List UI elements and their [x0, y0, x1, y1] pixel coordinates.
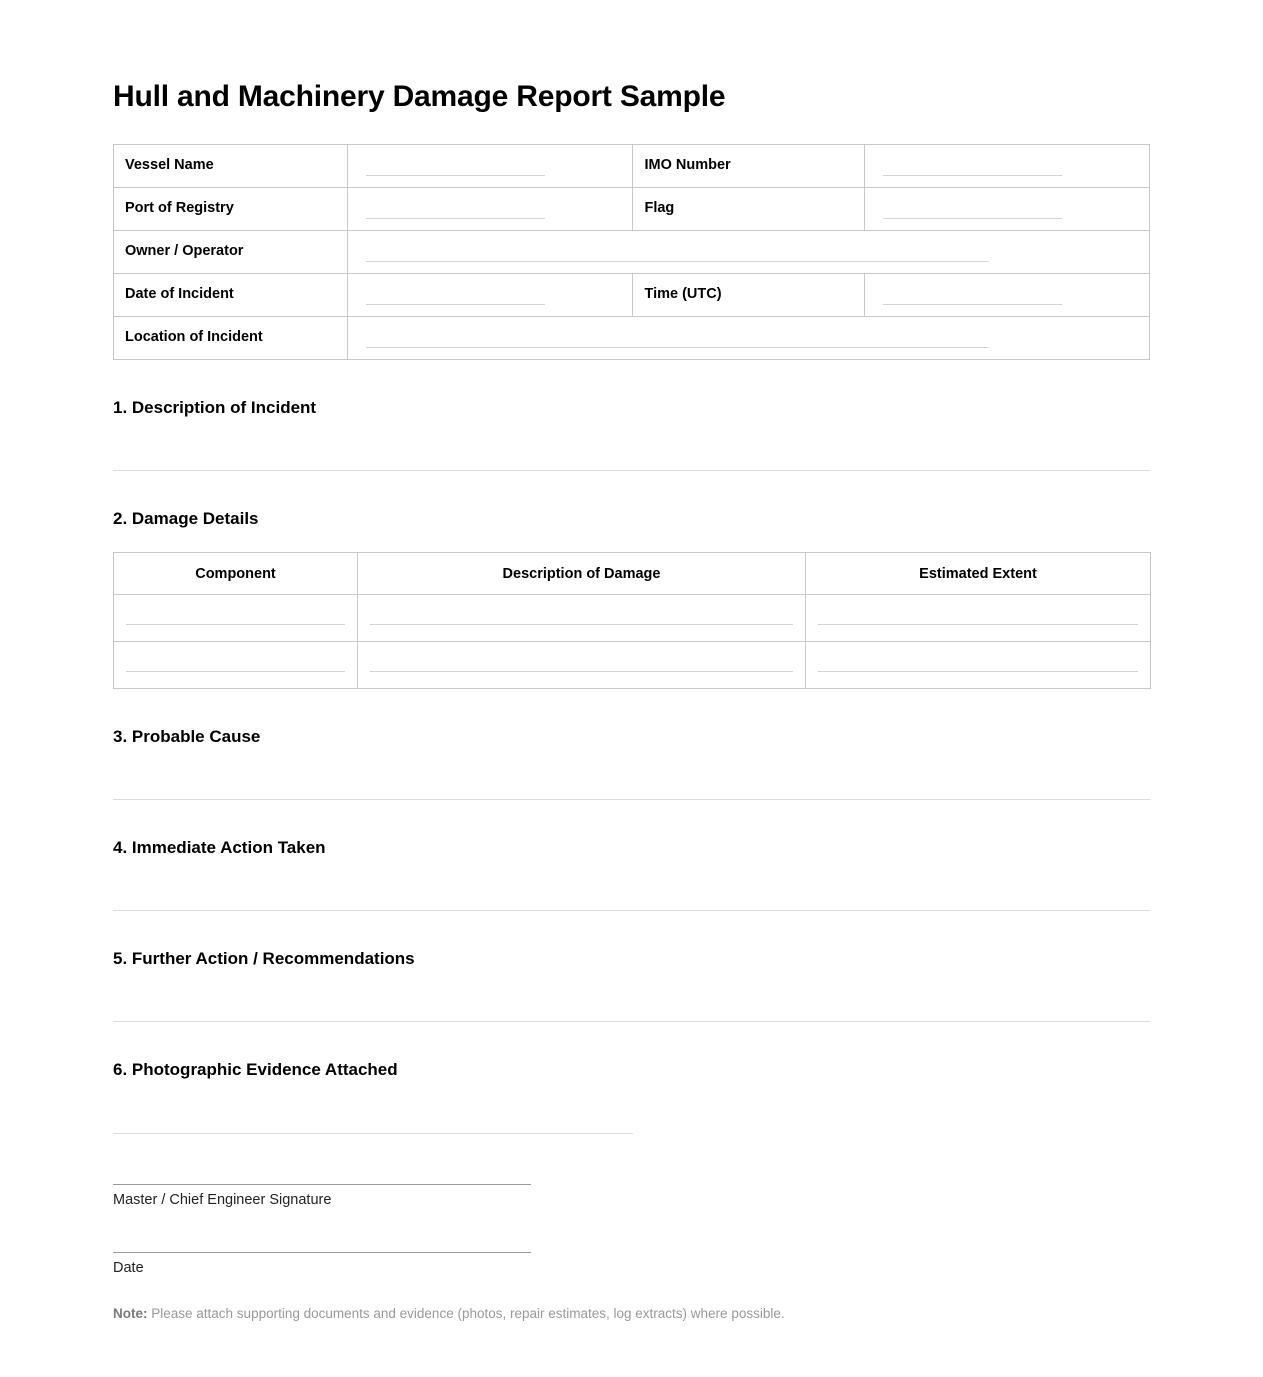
section-rule — [113, 1133, 633, 1134]
table-row — [114, 231, 1150, 274]
date-label: Date — [113, 1260, 144, 1277]
field-value-imo-number[interactable] — [864, 145, 1149, 188]
vessel-particulars-table — [113, 144, 1150, 360]
field-label-vessel-name: Vessel Name — [114, 145, 348, 188]
section-probable-cause — [113, 727, 1150, 800]
field-value-location-of-incident[interactable] — [348, 317, 1150, 360]
signature-label: Master / Chief Engineer Signature — [113, 1192, 332, 1208]
input-line[interactable] — [370, 671, 793, 672]
section-photographic-evidence-attached — [113, 1060, 1150, 1134]
table-row — [114, 317, 1150, 360]
column-header-estimated-extent: Estimated Extent — [806, 553, 1151, 595]
input-line[interactable] — [366, 347, 989, 348]
signature-input-line[interactable] — [113, 1184, 531, 1185]
section-damage-details — [113, 509, 1150, 689]
input-line[interactable] — [883, 218, 1062, 219]
footer-note — [113, 1305, 1150, 1323]
table-row — [114, 595, 1151, 642]
section-heading: 5. Further Action / Recommendations — [113, 949, 415, 968]
column-header-description-of-damage: Description of Damage — [358, 553, 806, 595]
cell-component[interactable] — [114, 595, 358, 642]
section-rule — [113, 910, 1150, 911]
field-value-flag[interactable] — [864, 188, 1149, 231]
input-line[interactable] — [818, 624, 1138, 625]
input-line[interactable] — [366, 261, 989, 262]
input-line[interactable] — [366, 175, 545, 176]
section-rule — [113, 470, 1150, 471]
field-value-owner-operator[interactable] — [348, 231, 1150, 274]
cell-component[interactable] — [114, 642, 358, 689]
date-input-line[interactable] — [113, 1252, 531, 1253]
field-label-time-utc: Time (UTC) — [633, 274, 864, 317]
section-rule — [113, 1021, 1150, 1022]
section-answer-area[interactable] — [113, 418, 1150, 470]
cell-description[interactable] — [358, 642, 806, 689]
input-line[interactable] — [126, 671, 345, 672]
signature-block — [113, 1184, 1150, 1278]
section-heading: 2. Damage Details — [113, 509, 259, 528]
section-rule — [113, 799, 1150, 800]
page-title: Hull and Machinery Damage Report Sample — [113, 80, 726, 113]
footer-note-text: Please attach supporting documents and evidence (photos, repair estimates, log extracts) where possible. — [147, 1305, 785, 1321]
section-description-of-incident — [113, 398, 1150, 471]
section-heading: 3. Probable Cause — [113, 727, 261, 746]
damage-details-table — [113, 552, 1151, 689]
field-label-port-of-registry: Port of Registry — [114, 188, 348, 231]
table-row — [114, 145, 1150, 188]
table-header-row — [114, 553, 1151, 595]
section-answer-area[interactable] — [113, 1080, 1150, 1133]
input-line[interactable] — [370, 624, 793, 625]
section-heading: 4. Immediate Action Taken — [113, 838, 326, 857]
input-line[interactable] — [883, 175, 1062, 176]
input-line[interactable] — [883, 304, 1062, 305]
field-label-imo-number: IMO Number — [633, 145, 864, 188]
input-line[interactable] — [126, 624, 345, 625]
table-row — [114, 274, 1150, 317]
section-further-action-recommendations — [113, 949, 1150, 1022]
cell-description[interactable] — [358, 595, 806, 642]
input-line[interactable] — [366, 218, 545, 219]
table-row — [114, 642, 1151, 689]
field-value-port-of-registry[interactable] — [348, 188, 633, 231]
cell-extent[interactable] — [806, 595, 1151, 642]
section-immediate-action-taken — [113, 838, 1150, 911]
section-heading: 6. Photographic Evidence Attached — [113, 1060, 398, 1079]
section-answer-area[interactable] — [113, 858, 1150, 910]
field-value-time-utc[interactable] — [864, 274, 1149, 317]
cell-extent[interactable] — [806, 642, 1151, 689]
field-value-vessel-name[interactable] — [348, 145, 633, 188]
section-answer-area[interactable] — [113, 747, 1150, 799]
field-label-flag: Flag — [633, 188, 864, 231]
field-label-date-of-incident: Date of Incident — [114, 274, 348, 317]
column-header-component: Component — [114, 553, 358, 595]
signature-spacer — [113, 1209, 1150, 1252]
input-line[interactable] — [366, 304, 545, 305]
section-answer-area[interactable] — [113, 969, 1150, 1021]
field-label-location-of-incident: Location of Incident — [114, 317, 348, 360]
footer-note-prefix: Note: — [113, 1305, 148, 1321]
input-line[interactable] — [818, 671, 1138, 672]
field-label-owner-operator: Owner / Operator — [114, 231, 348, 274]
field-value-date-of-incident[interactable] — [348, 274, 633, 317]
section-heading: 1. Description of Incident — [113, 398, 317, 417]
table-row — [114, 188, 1150, 231]
